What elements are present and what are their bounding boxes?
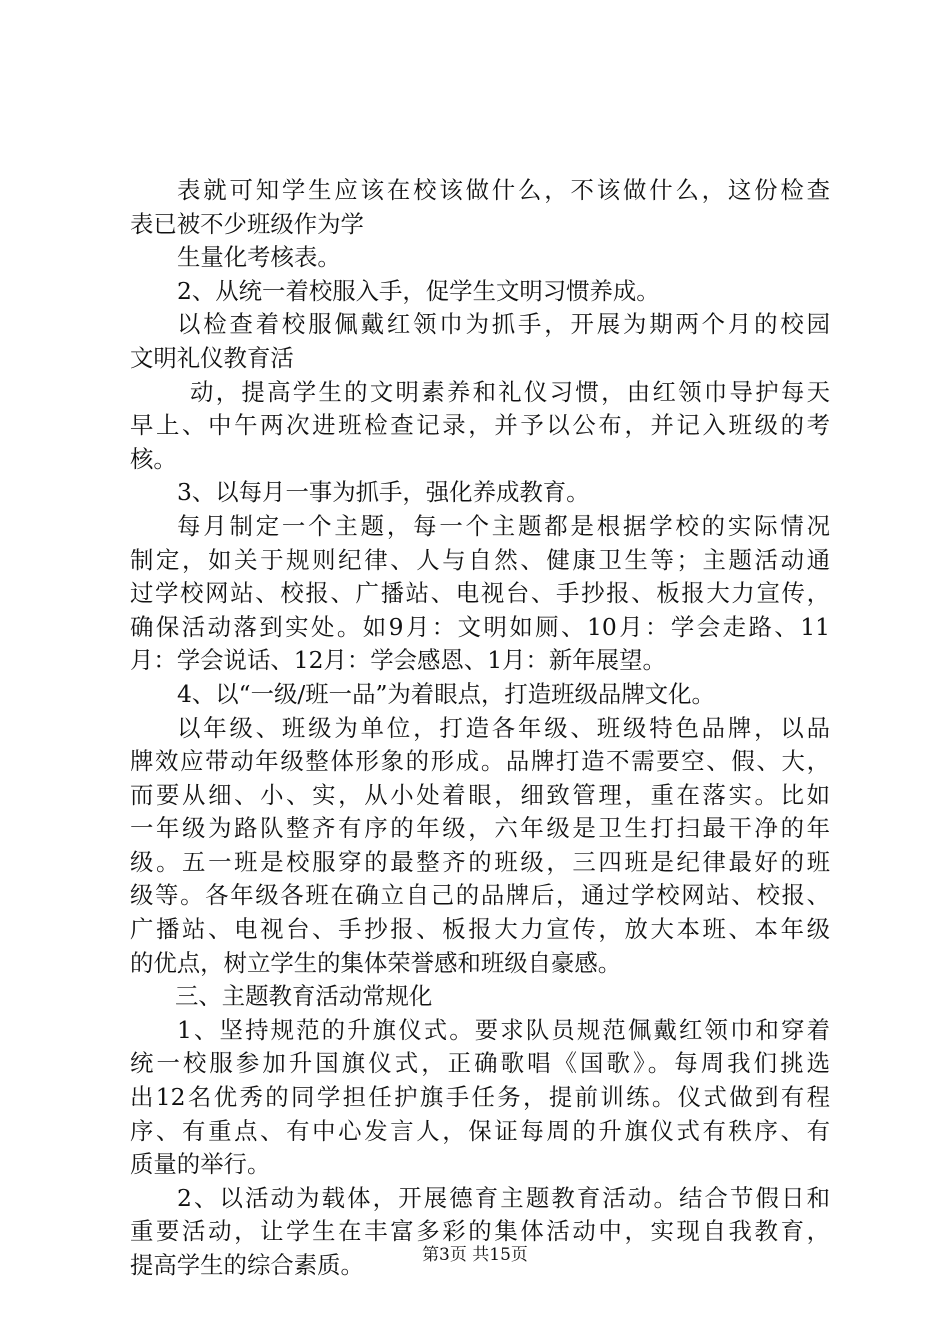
text-line: 每月制定一个主题，每一个主题都是根据学校的实际情况 <box>177 511 830 540</box>
text-line: 1、坚持规范的升旗仪式。要求队员规范佩戴红领巾和穿着 <box>177 1015 830 1044</box>
section-heading: 3、以每月一事为抓手，强化养成教育。 <box>177 478 590 507</box>
text-line: 早上、中午两次进班检查记录，并予以公布，并记入班级的考 <box>130 411 830 440</box>
text-line: 以年级、班级为单位，打造各年级、班级特色品牌，以品 <box>177 713 830 742</box>
text-line: 级等。各年级各班在确立自己的品牌后，通过学校网站、校报、 <box>130 881 830 910</box>
text-line: 序、有重点、有中心发言人，保证每周的升旗仪式有秩序、有 <box>130 1116 830 1145</box>
text-line: 提高学生的综合素质。 <box>130 1251 364 1279</box>
page-number-footer: 第3页 共15页 <box>422 1245 528 1265</box>
text-line: 而要从细、小、实，从小处着眼，细致管理，重在落实。比如 <box>130 780 830 809</box>
text-line: 确保活动落到实处。如9月：文明如厕、10月：学会走路、11 <box>130 612 830 641</box>
text-line: 动，提高学生的文明素养和礼仪习惯，由红领巾导护每天 <box>190 377 830 406</box>
text-line: 表就可知学生应该在校该做什么，不该做什么，这份检查 <box>177 176 830 204</box>
text-line: 质量的举行。 <box>130 1150 271 1179</box>
section-heading: 4、以“一级/班一品”为着眼点，打造班级品牌文化。 <box>177 679 715 708</box>
text-line: 牌效应带动年级整体形象的形成。品牌打造不需要空、假、大， <box>130 747 830 776</box>
section-heading: 2、从统一着校服入手，促学生文明习惯养成。 <box>177 276 660 305</box>
text-line: 重要活动，让学生在丰富多彩的集体活动中，实现自我教育， <box>130 1217 830 1246</box>
text-line: 一年级为路队整齐有序的年级，六年级是卫生打扫最干净的年 <box>130 814 830 843</box>
text-line: 生量化考核表。 <box>177 243 341 272</box>
text-line: 的优点，树立学生的集体荣誉感和班级自豪感。 <box>130 948 622 977</box>
text-line: 广播站、电视台、手抄报、板报大力宣传，放大本班、本年级 <box>130 915 830 944</box>
text-line: 月：学会说话、12月：学会感恩、1月：新年展望。 <box>130 646 666 675</box>
section-heading: 三、主题教育活动常规化 <box>175 982 433 1011</box>
text-line: 核。 <box>130 444 177 473</box>
text-line: 出12名优秀的同学担任护旗手任务，提前训练。仪式做到有程 <box>130 1083 830 1112</box>
text-line: 文明礼仪教育活 <box>130 343 294 372</box>
text-line: 统一校服参加升国旗仪式，正确歌唱《国歌》。每周我们挑选 <box>130 1049 830 1078</box>
text-line: 过学校网站、校报、广播站、电视台、手抄报、板报大力宣传， <box>130 579 830 608</box>
text-line: 表已被不少班级作为学 <box>130 209 364 238</box>
text-line: 2、以活动为载体，开展德育主题教育活动。结合节假日和 <box>177 1183 830 1212</box>
document-body <box>130 174 830 1283</box>
text-line: 以检查着校服佩戴红领巾为抓手，开展为期两个月的校园 <box>177 310 830 339</box>
text-line: 级。五一班是校服穿的最整齐的班级，三四班是纪律最好的班 <box>130 847 830 876</box>
text-line: 制定，如关于规则纪律、人与自然、健康卫生等；主题活动通 <box>130 545 830 574</box>
